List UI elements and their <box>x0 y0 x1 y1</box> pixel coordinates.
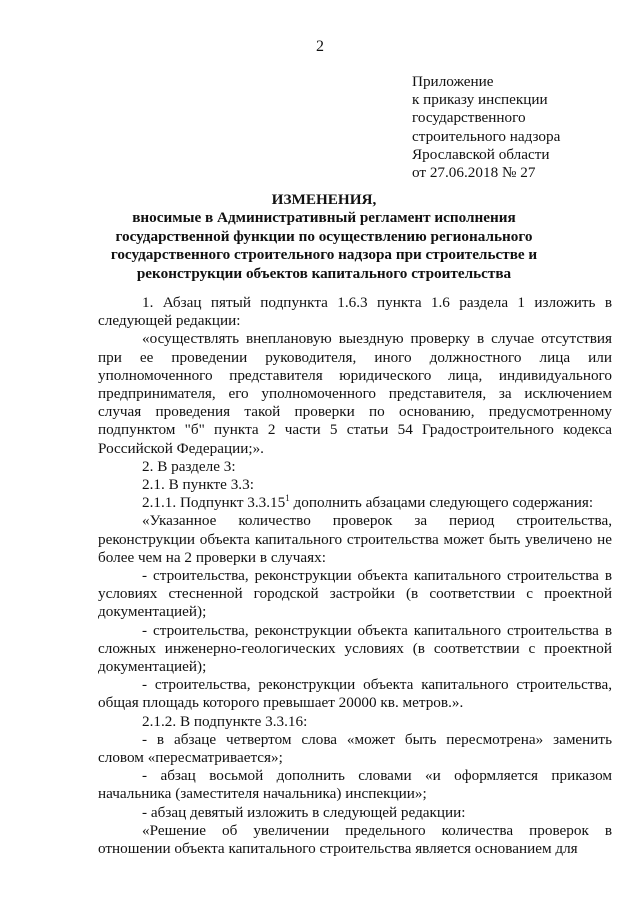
paragraph-text: 2.1.1. Подпункт 3.3.15 <box>142 494 286 512</box>
paragraph: - строительства, реконструкции объекта капитального строительства в условиях стесненной городской застройки (в соответствии с проектной документацией); <box>98 567 612 621</box>
appendix-line: от 27.06.2018 № 27 <box>412 164 536 182</box>
paragraph: 2.1.2. В подпункте 3.3.16: <box>142 712 308 730</box>
superscript: 1 <box>285 493 290 504</box>
paragraph: - в абзаце четвертом слова «может быть пересмотрена» заменить словом «пересматривается»; <box>98 730 612 767</box>
page-number: 2 <box>316 38 324 55</box>
paragraph: - строительства, реконструкции объекта капитального строительства в сложных инженерно-геологических условиях (в соответствии с проектной документацией); <box>98 621 612 676</box>
appendix-block <box>412 73 622 182</box>
appendix-line: Приложение <box>412 73 494 90</box>
paragraph: 2.1. В пункте 3.3: <box>142 476 254 494</box>
document-body <box>98 294 612 858</box>
document-title <box>98 191 550 283</box>
appendix-line: строительного надзора <box>412 127 561 145</box>
appendix-line: Ярославской области <box>412 145 550 163</box>
appendix-line: к приказу инспекции <box>412 91 548 109</box>
paragraph: «Указанное количество проверок за период строительства, реконструкции объекта капитального строительства может быть увеличено не более чем на 2 проверки в случаях: <box>98 512 612 566</box>
title-subheading: вносимые в Административный регламент исполнения государственной функции по осуществлению регионального государственного строительного надзора при строительстве и реконструкции объектов капитального строительства <box>110 209 538 282</box>
paragraph: - абзац девятый изложить в следующей редакции: <box>142 803 466 821</box>
paragraph: - абзац восьмой дополнить словами «и оформляется приказом начальника (заместителя начальника) инспекции»; <box>98 767 612 803</box>
paragraph-text: дополнить абзацами следующего содержания: <box>289 494 594 512</box>
paragraph <box>98 494 612 512</box>
paragraph: 2. В разделе 3: <box>142 457 236 475</box>
paragraph: «Решение об увеличении предельного количества проверок в отношении объекта капитального строительства является основанием для <box>98 821 612 858</box>
appendix-line: государственного <box>412 109 526 127</box>
paragraph: «осуществлять внеплановую выездную проверку в случае отсутствия при ее проведении руководителя, иного должностного лица или уполномоченного представителя юридического лица, индивидуального предпринимателя, его уполномоченного представителя, за исключением случая проведения такой проверки по основанию, предусмотренному подпунктом "б" пункта 2 части 5 статьи 54 Градостроительного кодекса Российской Федерации;». <box>98 330 612 457</box>
title-heading: ИЗМЕНЕНИЯ, <box>271 191 377 208</box>
paragraph: 1. Абзац пятый подпункта 1.6.3 пункта 1.6 раздела 1 изложить в следующей редакции: <box>98 294 612 330</box>
paragraph: - строительства, реконструкции объекта капитального строительства, общая площадь которого превышает 20000 кв. метров.». <box>98 676 612 712</box>
